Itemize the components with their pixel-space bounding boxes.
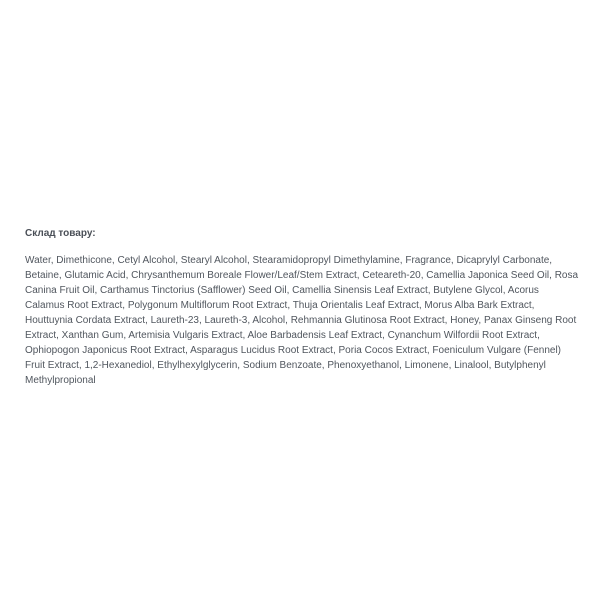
ingredients-section bbox=[25, 227, 580, 388]
ingredients-list: Water, Dimethicone, Cetyl Alcohol, Stearyl Alcohol, Stearamidopropyl Dimethylamine, Fragrance, Dicaprylyl Carbonate, Betaine, Glutamic Acid, Chrysanthemum Boreale Flower/Leaf/Stem Extract, Ceteareth-20, Camellia Japonica Seed Oil, Rosa Canina Fruit Oil, Carthamus Tinctorius (Safflower) Seed Oil, Camellia Sinensis Leaf Extract, Butylene Glycol, Acorus Calamus Root Extract, Polygonum Multiflorum Root Extract, Thuja Orientalis Leaf Extract, Morus Alba Bark Extract, Houttuynia Cordata Extract, Laureth-23, Laureth-3, Alcohol, Rehmannia Glutinosa Root Extract, Honey, Panax Ginseng Root Extract, Xanthan Gum, Artemisia Vulgaris Extract, Aloe Barbadensis Leaf Extract, Cynanchum Wilfordii Root Extract, Ophiopogon Japonicus Root Extract, Asparagus Lucidus Root Extract, Poria Cocos Extract, Foeniculum Vulgare (Fennel) Fruit Extract, 1,2-Hexanediol, Ethylhexylglycerin, Sodium Benzoate, Phenoxyethanol, Limonene, Linalool, Butylphenyl Methylpropional bbox=[25, 255, 579, 386]
ingredients-heading: Склад товару: bbox=[25, 228, 96, 239]
